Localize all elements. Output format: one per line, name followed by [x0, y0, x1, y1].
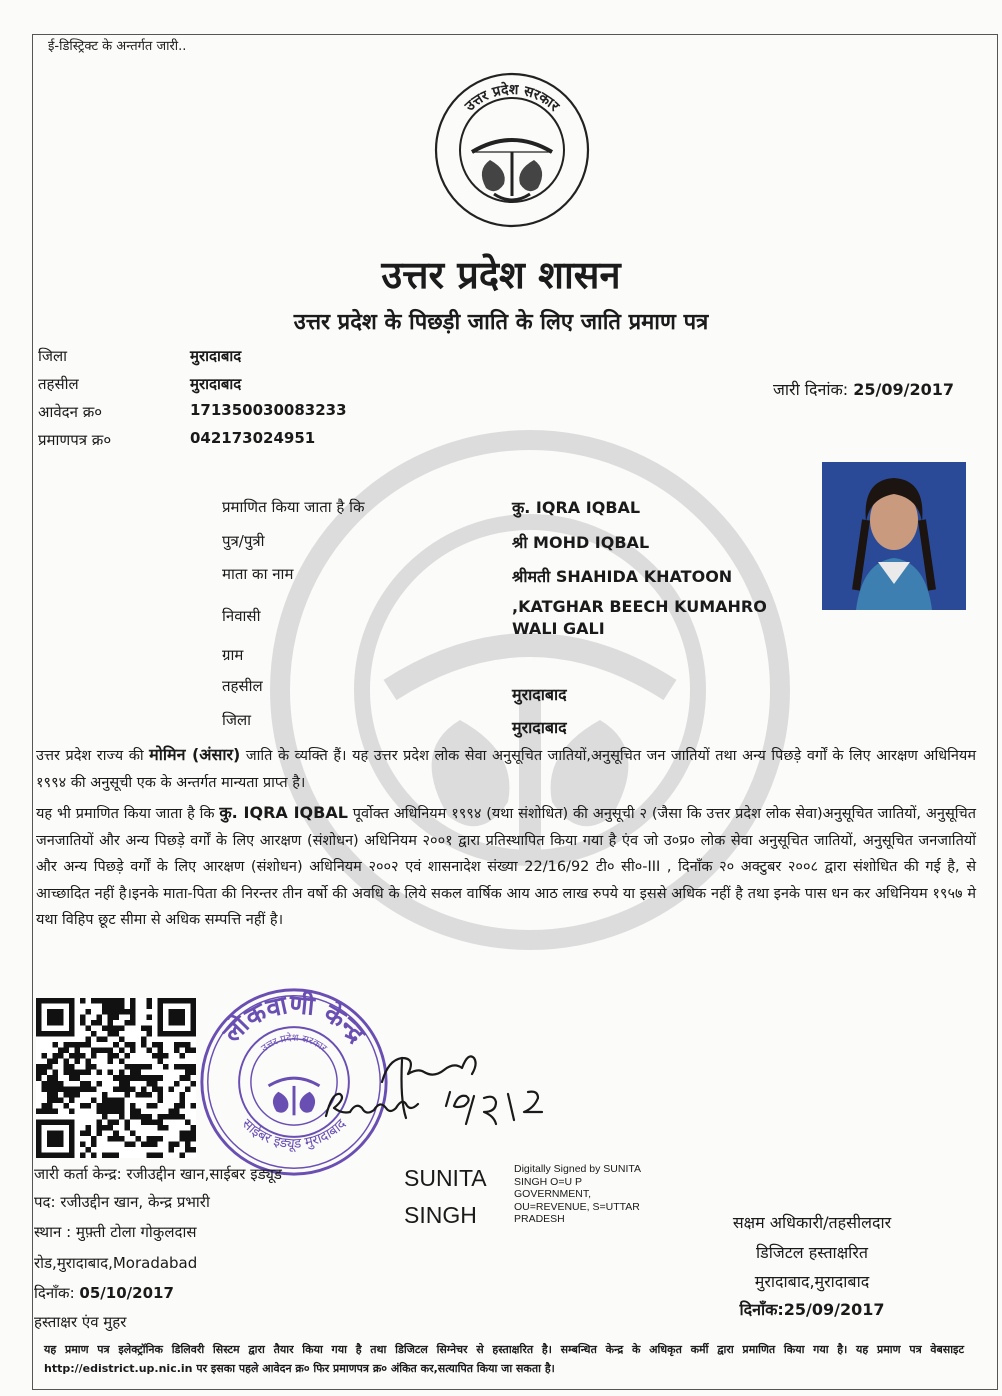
authority-location: मुरादाबाद,मुरादाबाद [754, 1272, 870, 1291]
issuer-sign-label: हस्ताक्षर एंव मुहर [34, 1313, 127, 1331]
digital-signer-name-line1: SUNITA [404, 1165, 487, 1191]
authority-date: दिनाँक:25/09/2017 [739, 1300, 885, 1319]
meta-value-district: मुरादाबाद [190, 347, 242, 365]
handwritten-signature [316, 1046, 576, 1136]
field-value-tehsil: मुरादाबाद [512, 685, 567, 704]
field-value-father: श्री MOHD IQBAL [512, 533, 650, 552]
issuer-place-label: स्थान : [34, 1223, 72, 1241]
issuer-centre [34, 1164, 282, 1184]
stamp-bottom-text: साईबर इड्यूड मुरादाबाद [238, 1115, 350, 1153]
meta-label-tehsil: तहसील [38, 375, 79, 393]
applicant-photo [822, 462, 966, 610]
field-label-mother: माता का नाम [222, 565, 294, 583]
issuer-post-label: पद: [34, 1193, 56, 1211]
stamp-inner-text: उत्तर प्रदेश सरकार [259, 1032, 329, 1055]
field-value-address-line2: WALI GALI [512, 619, 605, 638]
certification-paragraph [36, 800, 976, 934]
field-label-district: जिला [222, 711, 252, 729]
issuer-date-value: 05/10/2017 [79, 1284, 174, 1302]
issuer-place [34, 1222, 196, 1242]
emblem-logo [432, 70, 592, 230]
caste-paragraph-post: जाति के व्यक्ति हैं। यह उत्तर प्रदेश लोक सेवा अनुसूचित जातियों,अनुसूचित जन जातियों तथा अन्य पिछड़े वर्गों के लिए आरक्षण अधिनियम १९९४ की अनुसूची एक के अन्तर्गत मान्यता प्राप्त है। [36, 748, 976, 791]
field-value-district: मुरादाबाद [512, 718, 567, 737]
certified-name: कु. IQRA IQBAL [219, 803, 348, 822]
caste-name: मोमिन (अंसार) [149, 745, 241, 764]
certification-paragraph-pre: यह भी प्रमाणित किया जाता है कि [36, 806, 220, 822]
issuer-post [34, 1192, 210, 1212]
field-value-address-line1: ,KATGHAR BEECH KUMAHRO [512, 597, 767, 616]
authority-digital: डिजिटल हस्ताक्षरित [756, 1243, 868, 1262]
issue-date-value: 25/09/2017 [853, 380, 954, 399]
field-label-certified: प्रमाणित किया जाता है कि [222, 498, 365, 516]
meta-value-tehsil: मुरादाबाद [190, 375, 242, 393]
authority-title: सक्षम अधिकारी/तहसीलदार [732, 1213, 892, 1232]
field-label-tehsil: तहसील [222, 677, 263, 695]
qr-code [36, 998, 196, 1158]
top-note: ई-डिस्ट्रिक्ट के अन्तर्गत जारी.. [48, 39, 187, 54]
meta-value-application: 171350030083233 [190, 401, 347, 419]
issue-date-label: जारी दिनांक: [773, 380, 849, 399]
emblem-ring-text: उत्तर प्रदेश सरकार [462, 81, 563, 115]
stamp-outer-text: लोकवाणी केन्द्र [217, 989, 372, 1049]
certification-paragraph-post: पूर्वोक्त अधिनियम १९९४ (यथा संशोधित) की अनुसूची २ (जैसा कि उत्तर प्रदेश लोक सेवा)अनुसूचित जातियों, अनुसूचित जनजातियों और अन्य पिछड़े वर्गों के लिए आरक्षण (संशोधन) अधिनियम २००१ द्वारा प्रतिस्थापित किया गया है एंव जो उ०प्र० लोक सेवा अनुसूचित जातियों, अनुसूचित जनजातियों और अन्य पिछड़े वर्गों के लिए आरक्षण (संशोधन) अधिनियम २००२ एवं शासनादेश संख्या 22/16/92 टी० सी०-III , दिनाँक २० अक्टुबर २००८ द्वारा संशोधित की गई है, से आच्छादित नहीं है।इनके माता-पिता की निरन्तर तीन वर्षो की अवधि के लिये सकल वार्षिक आय आठ लाख रुपये या इससे अधिक नहीं है तथा इनके पास धन कर अधिनियम १९५७ मे यथा विहिप छूट सीमा से अधिक सम्पत्ति नहीं है। [36, 806, 976, 928]
issuer-centre-value: रजीउद्दीन खान,साईबर इड्यूड [126, 1165, 282, 1183]
digital-signer-name-line2: SINGH [404, 1202, 477, 1228]
field-value-name: कु. IQRA IQBAL [512, 498, 641, 517]
page-subtitle: उत्तर प्रदेश के पिछड़ी जाति के लिए जाति प्रमाण पत्र [293, 309, 709, 335]
meta-label-application: आवेदन क्र० [38, 403, 103, 421]
digital-signature-details: Digitally Signed by SUNITA SINGH O=U P GOVERNMENT, OU=REVENUE, S=UTTAR PRADESH [514, 1163, 641, 1225]
issuer-date-label: दिनाँक: [34, 1284, 75, 1302]
issuer-date [34, 1283, 174, 1303]
meta-label-district: जिला [38, 347, 68, 365]
issuer-centre-label: जारी कर्ता केन्द्र: [34, 1165, 122, 1183]
field-value-mother: श्रीमती SHAHIDA KHATOON [512, 567, 733, 586]
issuer-post-value: रजीउद्दीन खान, केन्द्र प्रभारी [60, 1193, 210, 1211]
field-label-child-of: पुत्र/पुत्री [222, 532, 265, 550]
page-title: उत्तर प्रदेश शासन [381, 252, 621, 297]
field-label-village: ग्राम [222, 646, 244, 664]
issue-date [773, 378, 954, 400]
caste-paragraph [36, 742, 976, 796]
issuer-place-line2: रोड,मुरादाबाद,Moradabad [34, 1254, 198, 1272]
field-label-resident: निवासी [222, 607, 261, 625]
issuer-place-value: मुफ़्ती टोला गोकुलदास [75, 1223, 197, 1241]
caste-paragraph-pre: उत्तर प्रदेश राज्य की [36, 748, 150, 764]
meta-value-certificate: 042173024951 [190, 429, 316, 447]
footer-note: यह प्रमाण पत्र इलेक्ट्रॉनिक डिलिवरी सिस्टम द्वारा तैयार किया गया है तथा डिजिटल सिग्नेचर से हस्ताक्षरित है। सम्बन्धित केन्द्र के अधिकृत कर्मी द्वारा प्रमाणित किया गया है। यह प्रमाण पत्र वेबसाइट http://edistrict.up.nic.in पर इसका पहले आवेदन क्र० फिर प्रमाणपत्र क्र० अंकित कर,सत्यापित किया जा सकता है। [44, 1343, 964, 1375]
meta-label-certificate: प्रमाणपत्र क्र० [38, 431, 112, 449]
